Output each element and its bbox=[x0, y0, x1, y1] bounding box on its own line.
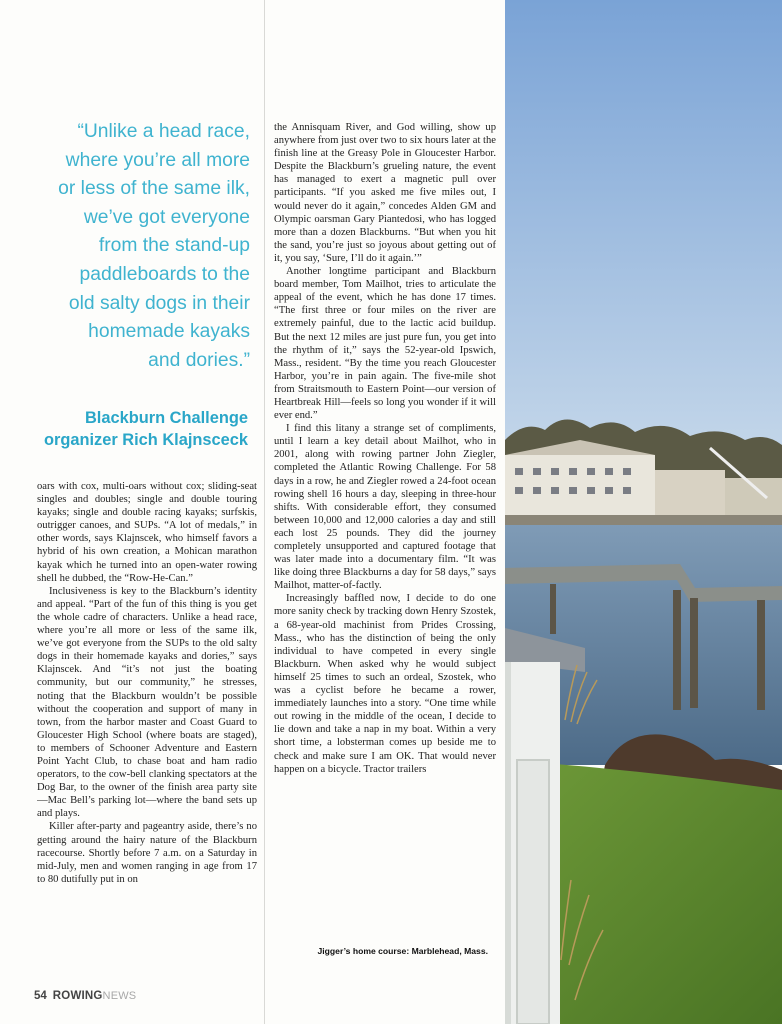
pull-quote-line: where you’re all more bbox=[65, 149, 250, 171]
pull-quote-line: “Unlike a head race, bbox=[77, 121, 250, 142]
harbor-photo-illustration bbox=[505, 0, 782, 1024]
pull-quote-line: and dories.” bbox=[148, 349, 250, 371]
paragraph: Increasingly baffled now, I decide to do one more sanity check by tracking down Henry Szostek, a 68-year-old machinist from Prides Crossing, Mass., who has the distinction of being the only individual to have competed in every single Blackburn. When asked why he would subject himself 25 times to such an ordeal, Szostek, who was a cyclist before he became a rower, immediately launches into a story. “One time while out rowing in the middle of the ocean, I decide to lie down and take a nap in my boat. Within a very short time, a lobsterman comes up beside me to check and make sure I am OK. That would never happen on a bicycle. Tractor trailers bbox=[274, 593, 496, 775]
pull-quote-line: old salty dogs in their bbox=[68, 292, 250, 314]
paragraph: Killer after-party and pageantry aside, there’s no getting around the hairy nature of the Blackburn racecourse. Shortly before 7 a.m. on a Saturday in mid-July, men and women ranging in age from 17 to 80 dutifully put in on bbox=[37, 821, 257, 885]
shed-door bbox=[517, 760, 549, 1024]
building bbox=[725, 478, 782, 516]
page-number: 54 bbox=[34, 990, 47, 1002]
pull-quote-line: or less of the same ilk, bbox=[58, 178, 250, 200]
paragraph: Inclusiveness is key to the Blackburn’s identity and appeal. “Part of the fun of this thing is you get the whole cadre of characters. Unlike a head race, where you’re all more or less of the same ilk, we’ve got everyone from the SUPs to the old salty dogs in their homemade kayaks and dories,” says Klajnscek. And “it’s not just the boating community, but our community,” he stresses, noting that the Blackburn wouldn’t be possible without the cooperation and support of many in town, from the harbor master and Coast Guard to Gloucester High School (where boats are staged), to members of Schooner Adventure and Eastern Point Yacht Club, to chase boat and ham radio operators, to the cow-bell clanking spectators at the Dog Bar, to the owner of the finish area party site—Mac Bell’s parking lot—where the band sets up and plays. bbox=[37, 585, 257, 820]
harbor-photo bbox=[505, 0, 782, 1024]
shed-trim bbox=[505, 662, 511, 1024]
pull-quote-line: we’ve got everyone bbox=[83, 206, 250, 228]
logo-bold: ROWING bbox=[52, 990, 103, 1002]
pull-quote-line: paddleboards to the bbox=[79, 263, 250, 285]
pull-quote-attribution bbox=[30, 407, 248, 451]
pull-quote-line: homemade kayaks bbox=[88, 321, 250, 343]
page-folio bbox=[34, 986, 136, 1004]
pull-quote bbox=[30, 118, 250, 375]
paragraph: oars with cox, multi-oars without cox; sliding-seat singles and doubles; single and double touring kayaks; single and double racing kayaks; surfskis, outrigger canoes, and SUPs. “A lot of medals,” in other words, says Klajnscek, who himself favors a hybrid of his own creation, a Mohican marathon kayak which he turned into an open-water rowing shell he dubbed, the “Row-He-Can.” bbox=[37, 481, 257, 584]
paragraph: the Annisquam River, and God willing, show up anywhere from just over two to six hours later at the finish line at the Greasy Pole in Gloucester Harbor. Despite the Blackburn’s grueling nature, the event has managed to exert a magnetic pull over participants. “If you asked me five miles out, I would never do it again,” concedes Alden GM and Olympic oarsman Gary Piantedosi, who has logged more than a dozen Blackburns. “But when you hit the sand, you’re just so joyous about getting out of it, you say, ‘Sure, I’ll do it again.’” bbox=[274, 122, 496, 264]
sky bbox=[505, 0, 782, 470]
attribution-line: organizer Rich Klajnsceck bbox=[43, 431, 248, 449]
building bbox=[505, 455, 655, 517]
column-divider bbox=[264, 0, 265, 1024]
paragraph: I find this litany a strange set of compliments, until I learn a key detail about Mailhot, who in 2001, along with rowing partner John Ziegler, completed the Atlantic Rowing Challenge. For 58 days in a row, he and Ziegler rowed a 24-foot ocean rowing shell 16 hours a day, sleeping in three-hour shifts. With considerable effort, they consumed between 10,000 and 12,000 calories a day and still each lost 25 pounds. They did the journey completely unsupported and captured footage that was later made into a documentary film. “It was like doing three Blackburns a day for 58 days,” says Mailhot, matter-of-factly. bbox=[274, 423, 496, 592]
article-column-right bbox=[274, 121, 496, 976]
paragraph: Another longtime participant and Blackburn board member, Tom Mailhot, tries to articulate the appeal of the event, which he has done 17 times. “The first three or four miles on the river are extremely painful, due to the lactic acid buildup. But the next 12 miles are just pure fun, you get into the rhythm of it,” says the 52-year-old Ipswich, Mass., resident. “By the time you reach Gloucester Harbor, you’re in pain again. The five-mile shot from Straitsmouth to Eastern Point—our version of Heartbreak Hill—feels so long you wonder if it will ever end.” bbox=[274, 266, 496, 422]
attribution-line: Blackburn Challenge bbox=[84, 409, 248, 427]
article-column-left bbox=[37, 480, 257, 980]
pull-quote-line: from the stand-up bbox=[98, 235, 250, 257]
photo-caption: Jigger’s home course: Marblehead, Mass. bbox=[317, 946, 488, 956]
logo-light: NEWS bbox=[102, 990, 137, 1002]
publication-logo bbox=[53, 986, 137, 1004]
building bbox=[655, 470, 725, 515]
waterfront-deck bbox=[505, 515, 782, 525]
